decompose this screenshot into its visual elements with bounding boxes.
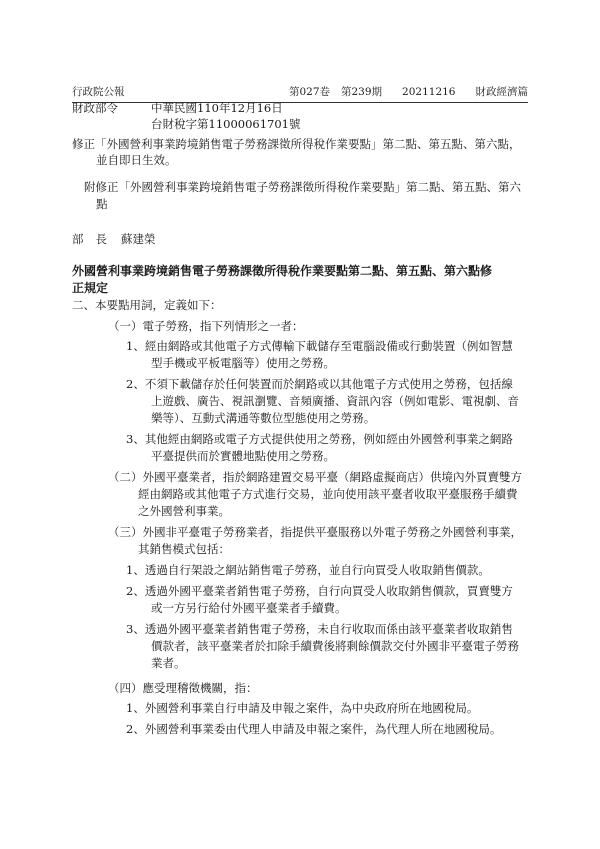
document-title-1: 外國營利事業跨境銷售電子勞務課徵所得稅作業要點第二點、第五點、第六點修 (72, 264, 493, 278)
amendment-text-1: 修正「外國營利事業跨境銷售電子勞務課徵所得稅作業要點」第二點、第五點、第六點， (72, 137, 521, 151)
item-3-heading: （三）外國非平臺電子勞務業者，指提供平臺服務以外電子勞務之外國營利事業， (108, 525, 522, 539)
item-1-sub-3: 3、其他經由網路或電子方式提供使用之勞務，例如經由外國營利事業之網路 (126, 432, 513, 446)
item-4-sub-2: 2、外國營利事業委由代理人申請及申報之案件，為代理人所在地國稅局。 (126, 722, 502, 736)
item-1-sub-2-cont-a: 上遊戲、廣告、視訊瀏覽、音頻廣播、資訊內容（例如電影、電視劇、音 (151, 394, 519, 408)
item-1-sub-1-cont: 型手機或平板電腦等）使用之勞務。 (151, 356, 335, 370)
order-number: 台財稅字第11000061701號 (151, 117, 301, 131)
volume: 第027卷 (288, 86, 330, 98)
item-1-sub-1: 1、經由網路或其他電子方式傳輸下載儲存至電腦設備或行動裝置（例如智慧 (126, 339, 513, 353)
item-3-sub-2: 2、透過外國平臺業者銷售電子勞務，自行向買受人收取銷售價款，買賣雙方 (126, 584, 513, 598)
item-3-sub-3-cont-a: 價款者，該平臺業者於扣除手續費後將剩餘價款交付外國非平臺電子勞務 (151, 639, 519, 653)
clause-heading: 二、本要點用詞，定義如下： (72, 298, 222, 312)
attachment-text-2: 點 (96, 197, 108, 211)
item-4-heading: （四）應受理稽徵機關，指： (108, 681, 258, 695)
minister-title: 部長 (72, 232, 119, 246)
minister-line (72, 232, 156, 247)
section-name: 財政經濟篇 (475, 86, 528, 98)
item-2-cont-a: 經由網路或其他電子方式進行交易，並向使用該平臺者收取平臺服務手續費 (138, 487, 518, 501)
item-3-sub-1: 1、透過自行架設之網站銷售電子勞務，並自行向買受人收取銷售價款。 (126, 563, 490, 577)
document-title-2: 正規定 (72, 281, 109, 295)
amendment-text-2: 並自即日生效。 (96, 153, 177, 167)
publication-name: 行政院公報 (72, 86, 125, 98)
item-3-sub-3: 3、透過外國平臺業者銷售電子勞務，未自行收取而係由該平臺業者收取銷售 (126, 622, 513, 636)
item-2-heading: （二）外國平臺業者，指於網路建置交易平臺（網路虛擬商店）供境內外買賣雙方 (108, 470, 522, 484)
item-1-sub-2-cont-b: 樂等）、互動式溝通等數位型態使用之勞務。 (151, 411, 376, 425)
issue-number: 第239期 (341, 86, 383, 98)
item-2-cont-b: 之外國營利事業。 (138, 504, 230, 518)
item-1-sub-2: 2、不須下載儲存於任何裝置而於網路或以其他電子方式使用之勞務，包括線 (126, 377, 513, 391)
item-3-sub-3-cont-b: 業者。 (151, 656, 186, 670)
item-3-sub-2-cont: 或一方另行給付外國平臺業者手續費。 (151, 601, 347, 615)
item-1-heading: （一）電子勞務，指下列情形之一者： (108, 319, 304, 333)
item-4-sub-1: 1、外國營利事業自行申請及申報之案件，為中央政府所在地國稅局。 (126, 701, 479, 715)
attachment-text-1: 附修正「外國營利事業跨境銷售電子勞務課徵所得稅作業要點」第二點、第五點、第六 (84, 180, 521, 194)
minister-name: 蘇建榮 (121, 232, 156, 246)
order-issuer: 財政部令 (72, 101, 118, 115)
issue-info (278, 84, 528, 99)
page-header (72, 84, 528, 103)
order-date: 中華民國110年12月16日 (151, 101, 283, 115)
item-3-cont: 其銷售模式包括： (138, 542, 230, 556)
issue-date: 20211216 (402, 86, 456, 98)
item-1-sub-3-cont: 平臺提供而於實體地點使用之勞務。 (151, 449, 335, 463)
